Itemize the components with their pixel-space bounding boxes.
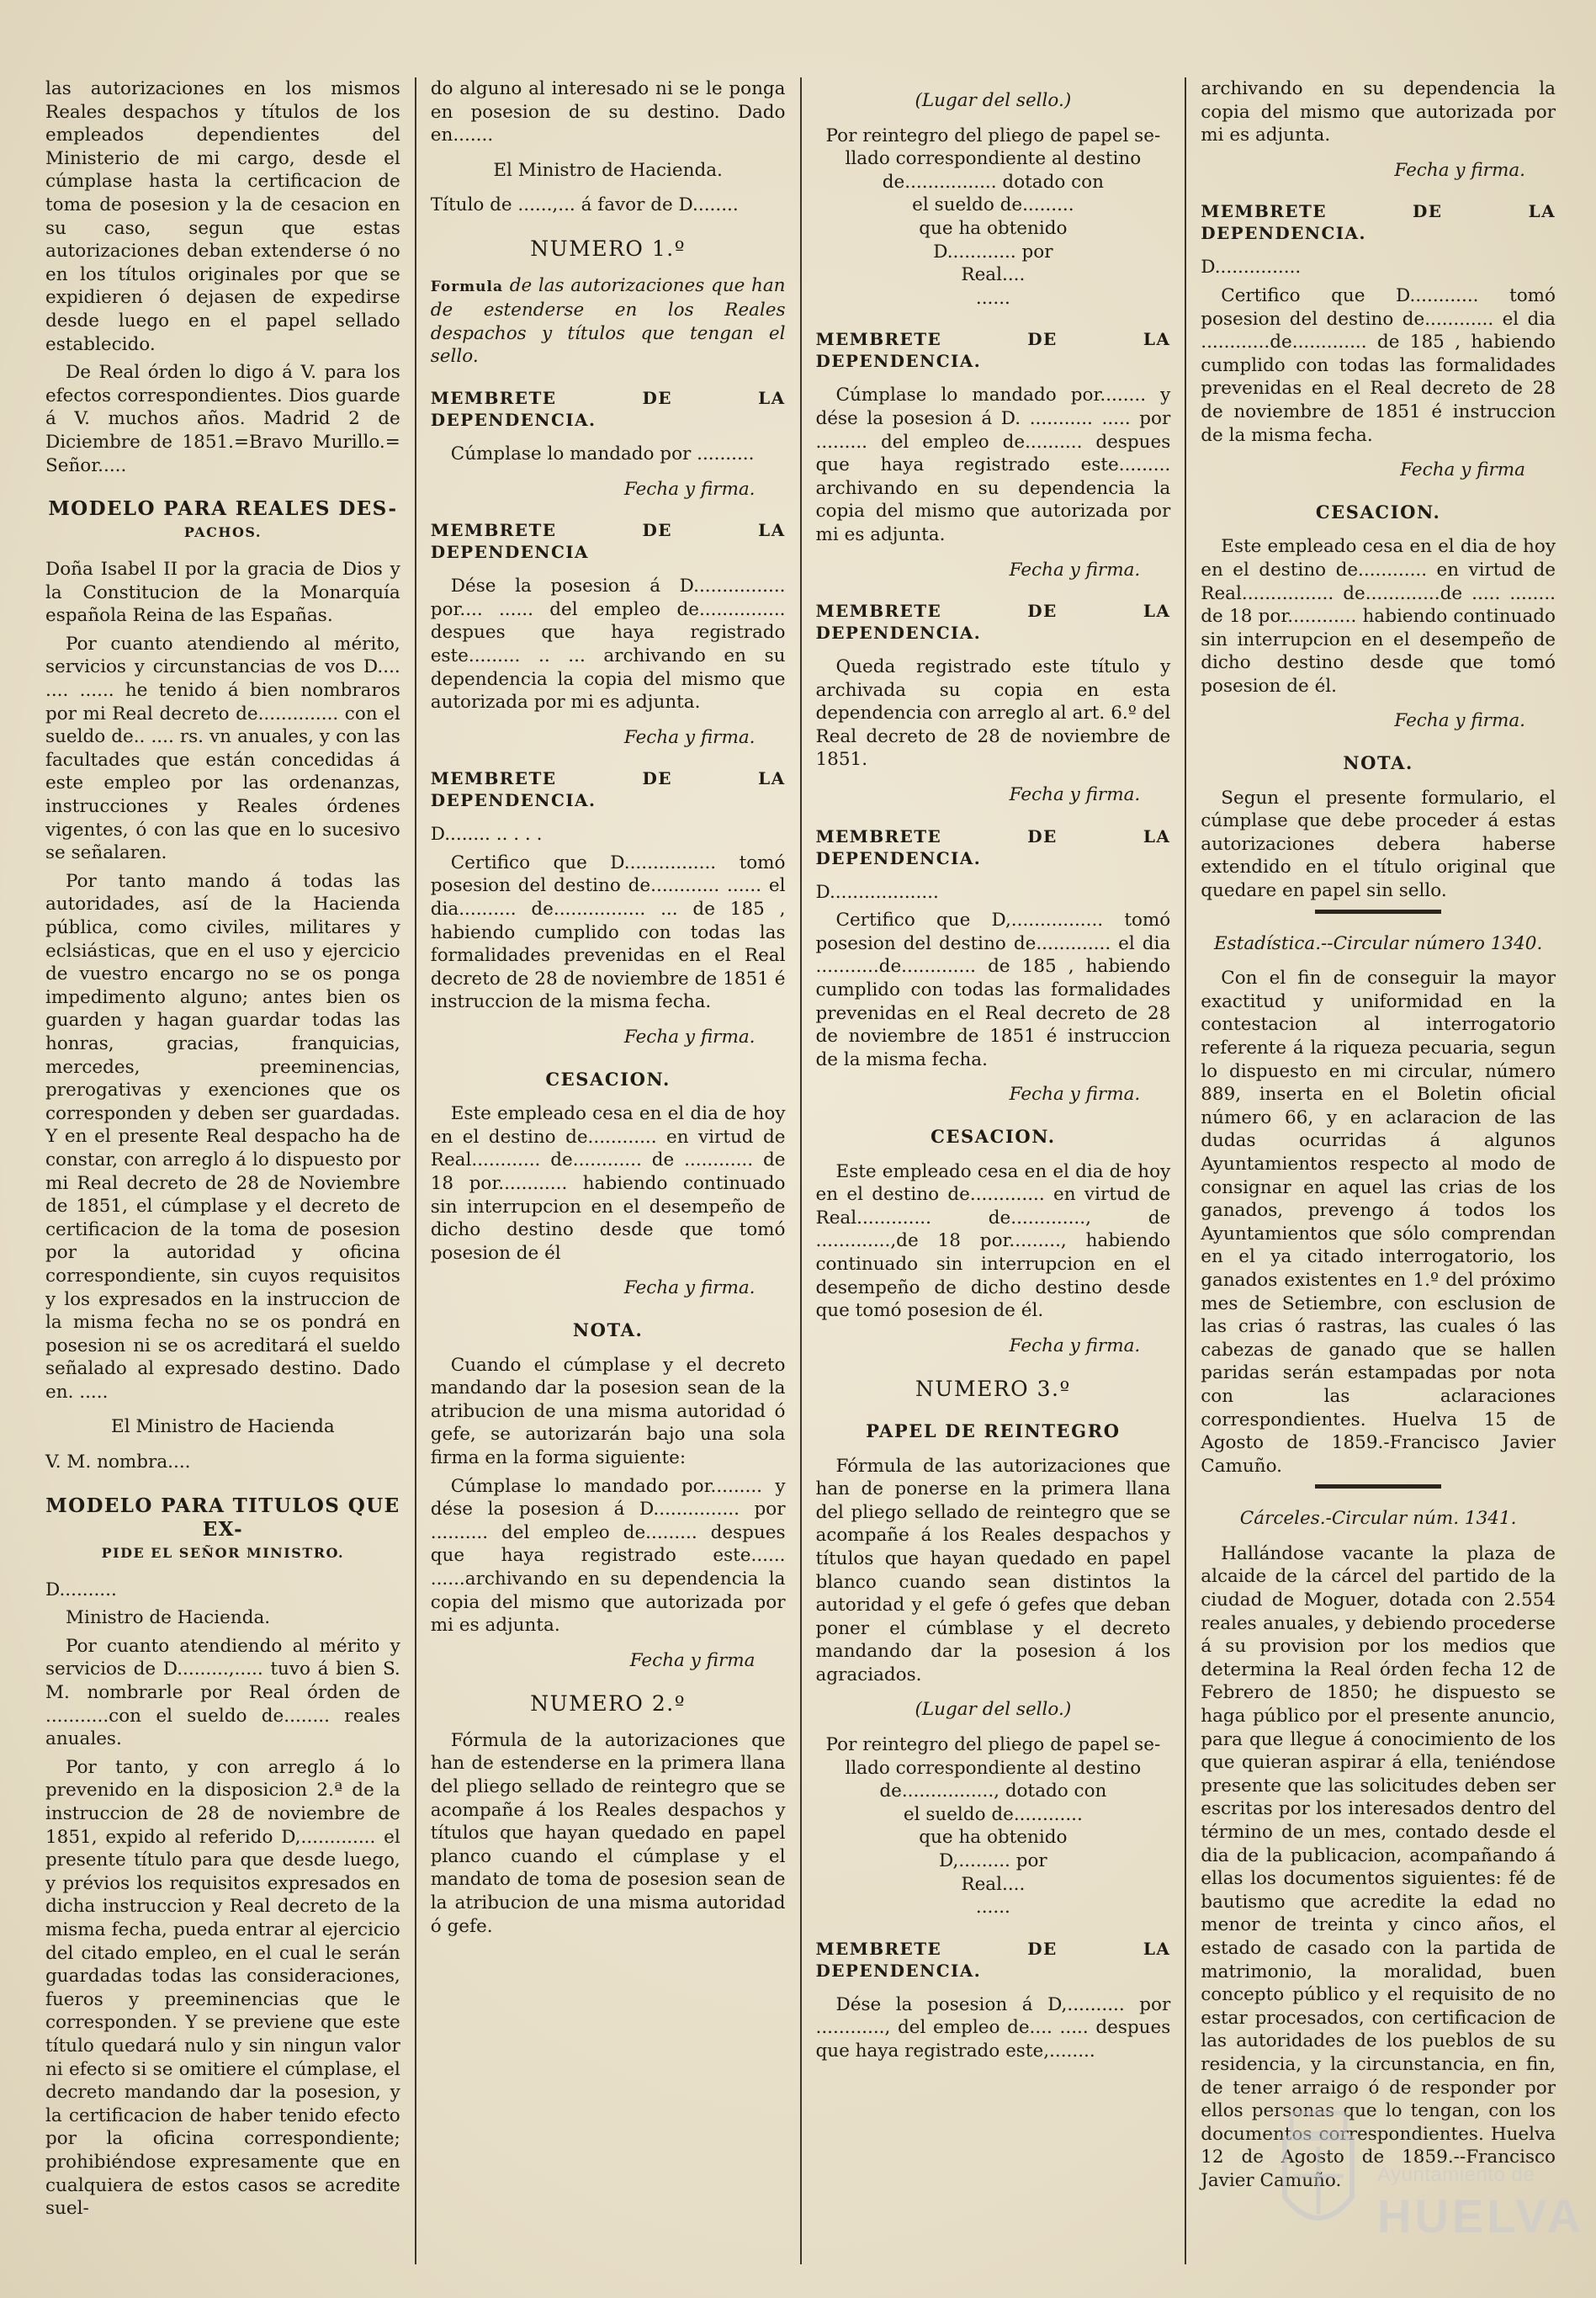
paragraph: Fórmula de las autorizaciones que han de ponerse en la primera llana del pliego sellado de reintegro que se acompañe á los Reales despachos y títulos que hayan quedado en papel blanco cuando sean distintos la autoridad y el gefe ó gefes que deban poner el cúmblase y el decreto mandando dar la posesion á los agraciados. bbox=[815, 1455, 1171, 1685]
heading-membrete: MEMBRETE DE LA DEPENDENCIA. bbox=[1201, 201, 1556, 244]
fecha-firma: Fecha y firma. bbox=[1009, 1084, 1141, 1106]
heading-membrete: MEMBRETE DE LA DEPENDENCIA bbox=[430, 520, 786, 563]
titulo-line: Título de ......,... á favor de D........ bbox=[430, 194, 739, 216]
fecha-firma: Fecha y firma bbox=[629, 1649, 756, 1671]
fecha-firma: Fecha y firma. bbox=[1394, 710, 1525, 732]
heading-membrete: MEMBRETE DE LA DEPENDENCIA. bbox=[815, 1938, 1171, 1981]
fecha-firma: Fecha y firma bbox=[1400, 459, 1525, 481]
ministro-line: Ministro de Hacienda. bbox=[66, 1607, 271, 1629]
paragraph: Hallándose vacante la plaza de alcaide de la cárcel del partido de la ciudad de Moguer, dotada con 2.554 reales anuales, y debiendo procederse á su provision por los medios que determina la Real órden fecha 12 de Febrero de 1850; he dispuesto se haga público por el presente anuncio, para que llegue á conocimiento de los que quieran aspirar á ella, teniéndose presente que las solicitudes deben ser escritas por los interesados dentro del término de un mes, contado desde el dia de la publicacion, acompañando á ellas los documentos siguientes: fé de bautismo que acredite la edad no menor de treinta y cinco años, el estado de casado con la partida de matrimonio, la moralidad, buen concepto público y el requisito de no estar procesados, con certificacion de las autoridades de los pueblos de su residencia, y la circunstancia, en fin, de tener arraigo ó de responder por ellos personas que lo tengan, con los documentos correspondientes. Huelva 12 de Agosto de 1859.--Francisco Javier Camuño. bbox=[1201, 1542, 1556, 2191]
section-rule bbox=[1315, 910, 1441, 914]
fecha-firma: Fecha y firma. bbox=[1394, 159, 1525, 181]
watermark-logo bbox=[1268, 2104, 1584, 2248]
section-rule bbox=[1315, 1484, 1441, 1489]
heading-nota: NOTA. bbox=[572, 1319, 644, 1340]
circular-title-1340: Estadística.--Circular número 1340. bbox=[1213, 932, 1543, 954]
paragraph: Por cuanto atendiendo al mérito, servicios y circunstancias de vos D.... .... ...... he tenido á bien nombraros por mi Real decreto de.............. con el sueldo de.. .... rs. vn anuales, y con las facultades que están concedidas á este empleo por las ordenanzas, instrucciones y Reales órdenes vigentes, ó con las que en lo sucesivo se señalaren. bbox=[45, 633, 400, 864]
d-line: D.......... bbox=[45, 1579, 117, 1600]
heading-numero-1: NUMERO 1.º bbox=[530, 236, 686, 261]
circular-title-1341: Cárceles.-Circular núm. 1341. bbox=[1239, 1508, 1517, 1530]
lugar-sello: (Lugar del sello.) bbox=[915, 1699, 1072, 1721]
column-3 bbox=[800, 77, 1185, 2264]
paragraph: Cuando el cúmplase y el decreto mandando dar la posesion sean de la atribucion de una misma autoridad ó gefe, se autorizarán bajo una sola firma en la forma siguiente: bbox=[430, 1354, 786, 1468]
column-4 bbox=[1185, 77, 1557, 2264]
watermark-text: Ayuntamiento de bbox=[1377, 2163, 1535, 2186]
d-line: D........ .. . . . bbox=[430, 824, 543, 846]
paragraph: Certifico que D,................ tomó posesion del destino de............. el dia ...........de............. de 185 , habiendo cumplido con todas las formalidades prevenidas en el Real decreto de 28 de noviembre de 1851 é instruccion de la misma fecha. bbox=[815, 910, 1171, 1070]
formula-1: Formula de las autorizaciones que han de estenderse en los Reales despachos y títulos que tengan el sello. bbox=[430, 274, 786, 368]
heading-modelo-titulos: MODELO PARA TITULOS QUE EX- PIDE EL SEÑOR MINISTRO. bbox=[45, 1494, 400, 1561]
heading-membrete: MEMBRETE DE LA DEPENDENCIA. bbox=[815, 329, 1171, 372]
paragraph: Por tanto, y con arreglo á lo prevenido en la disposicion 2.ª de la instruccion de 28 de noviembre de 1851, expido al referido D,............. el presente título para que desde luego, y prévios los requisitos expresados en dicha instruccion y Real decreto de la misma fecha, pueda entrar al ejercicio del citado empleo, en el cual le serán guardadas todas las consideraciones, fueros y preeminencias que le corresponden. Y se previene que este título quedará nulo y sin ningun valor ni efecto si se omitiere el cúmplase, el decreto mandando dar la posesion, y la certificacion de haber tenido efecto por la oficina correspondiente; prohibiéndose expresamente que en cualquiera de estos casos se acredite suel- bbox=[45, 1756, 400, 2220]
fecha-firma: Fecha y firma. bbox=[623, 726, 756, 748]
fecha-firma: Fecha y firma. bbox=[623, 478, 756, 500]
heading-numero-3: NUMERO 3.º bbox=[915, 1377, 1071, 1402]
paragraph: Este empleado cesa en el dia de hoy en el destino de............. en virtud de Real............. de............., de .............,de 18 por........., habiendo continuado sin interrupcion en el desempeño de dicho destino desde que tomó posesion de él. bbox=[815, 1160, 1171, 1322]
heading-cesacion: CESACION. bbox=[1315, 501, 1441, 523]
columns bbox=[44, 77, 1557, 2264]
paragraph: Doña Isabel II por la gracia de Dios y la Constitucion de la Monarquía española Reina de las Españas. bbox=[45, 559, 400, 627]
heading-cesacion: CESACION. bbox=[545, 1068, 671, 1090]
watermark-title: HUELVA bbox=[1377, 2189, 1584, 2242]
paragraph: archivando en su dependencia la copia del mismo que autorizada por mi es adjunta. bbox=[1201, 78, 1556, 146]
signature-ministro: El Ministro de Hacienda. bbox=[493, 159, 723, 181]
paragraph: De Real órden lo digo á V. para los efectos correspondientes. Dios guarde á V. muchos años. Madrid 2 de Diciembre de 1851.=Bravo Murillo.= Señor..... bbox=[45, 362, 400, 476]
heading-numero-2: NUMERO 2.º bbox=[530, 1691, 686, 1717]
lugar-sello: (Lugar del sello.) bbox=[915, 90, 1072, 111]
paragraph: Cúmplase lo mandado por......... y dése la posesion á D............... por .......... del empleo de......... despues que haya registrado este...... ......archivando en su dependencia la copia del mismo que autorizada por mi es adjunta. bbox=[430, 1475, 786, 1637]
paragraph: Queda registrado este título y archivada su copia en esta dependencia con arreglo al art. 6.º del Real decreto de 28 de noviembre de 1851. bbox=[815, 656, 1171, 771]
reintegro-block-1: Por reintegro del pliego de papel se- llado correspondiente al destino de................ dotado con el sueldo de......... que ha obtenido D............ por Real.... ...... bbox=[825, 125, 1161, 309]
crest-icon bbox=[1268, 2104, 1369, 2248]
heading-membrete: MEMBRETE DE LA DEPENDENCIA. bbox=[815, 825, 1171, 868]
paragraph: Certifico que D............ tomó posesion del destino de............ el dia ............de............. de 185 , habiendo cumplido con todas las formalidades prevenidas en el Real decreto de 28 de noviembre de 1851 é instruccion de la misma fecha. bbox=[1201, 284, 1556, 446]
paragraph: Cúmplase lo mandado por .......... bbox=[450, 443, 755, 464]
d-line: D............... bbox=[1201, 257, 1302, 279]
fecha-firma: Fecha y firma. bbox=[1009, 559, 1141, 581]
paragraph: Por cuanto atendiendo al mérito y servicios de D.........,..... tuvo á bien S. M. nombrarle por Real órden de ...........con el sueldo de........ reales anuales. bbox=[45, 1635, 400, 1750]
heading-nota: NOTA. bbox=[1343, 752, 1413, 774]
paragraph: Fórmula de la autorizaciones que han de estenderse en la primera llana del pliego sellado de reintegro que se acompañe á los Reales despachos y títulos que hayan quedado en papel planco cuando el cúmplase y el mandato de toma de posesion sean de la atribucion de una misma autoridad ó gefe. bbox=[430, 1729, 786, 1937]
heading-membrete: MEMBRETE DE LA DEPENDENCIA. bbox=[815, 601, 1171, 644]
heading-cesacion: CESACION. bbox=[931, 1126, 1056, 1147]
paragraph: Cúmplase lo mandado por........ y dése la posesion á D. ........... ..... por ......... del empleo de.......... despues que haya registrado este......... archivando en su dependencia la copia del mismo que autorizada por mi es adjunta. bbox=[815, 385, 1171, 545]
paragraph: do alguno al interesado ni se le ponga en posesion de su destino. Dado en....... bbox=[430, 78, 786, 146]
paragraph: Dése la posesion á D,.......... por ............, del empleo de.... ..... despues que haya registrado este,........ bbox=[815, 1993, 1171, 2062]
heading-modelo-reales: MODELO PARA REALES DES- PACHOS. bbox=[48, 497, 398, 541]
paragraph: Por tanto mando á todas las autoridades, así de la Hacienda pública, como civiles, militares y eclsiásticas, que en el uso y ejercicio de vuestro encargo no se os ponga impedimento alguno; antes bien os guarden y hagan guardar todas las honras, gracias, franquicias, mercedes, preeminencias, prerogativas y exenciones que os corresponden y deben ser guardadas. Y en el presente Real despacho ha de constar, con arreglo á lo dispuesto por mi Real decreto de 28 de Noviembre de 1851, el cúmplase y el decreto de certificacion de la toma de posesion por la autoridad y oficina correspondiente, sin cuyos requisitos y los expresados en la instruccion de la misma fecha no se os pondrá en posesion ni se os acreditará el sueldo señalado al expresado destino. Dado en. ..... bbox=[45, 870, 400, 1403]
paragraph: Este empleado cesa en el dia de hoy en el destino de............ en virtud de Real................ de.............de ..... ........ de 18 por............ habiendo continuado sin interrupcion en el desempeño de dicho destino desde que tomó posesion de él. bbox=[1201, 536, 1556, 697]
fecha-firma: Fecha y firma. bbox=[1009, 784, 1141, 806]
paragraph: Con el fin de conseguir la mayor exactitud y uniformidad en la contestacion al interrogatorio referente á la riqueza pecuaria, segun lo dispuesto en mi circular, número 889, inserta en el Boletin oficial número 66, y en aclaracion de las dudas ocurridas á algunos Ayuntamientos respecto al modo de consignar en aquel las crias de los ganados, prevengo á todos los Ayuntamientos que sólo comprendan en el ya citado interrogatorio, los ganados existentes en 1.º del próximo mes de Setiembre, con esclusion de las crias ó rastras, las cuales ó las cabezas de ganado que se hallen paridas serán estampadas por nota con las aclaraciones correspondientes. Huelva 15 de Agosto de 1859.-Francisco Javier Camuño. bbox=[1201, 968, 1556, 1477]
heading-papel-reintegro: PAPEL DE REINTEGRO bbox=[866, 1420, 1121, 1441]
d-line: D................... bbox=[815, 881, 939, 903]
reintegro-block-2: Por reintegro del pliego de papel se- llado correspondiente al destino de................, dotado con el sueldo de............ que ha obtenido D,......... por Real.... ...... bbox=[825, 1734, 1161, 1919]
vm-line: V. M. nombra.... bbox=[45, 1452, 191, 1473]
paragraph: Este empleado cesa en el dia de hoy en el destino de............ en virtud de Real............ de............ de ............ de 18 por............ habiendo continuado sin interrupcion en el desempeño de dicho destino desde que tomó posesion de él bbox=[430, 1103, 786, 1264]
heading-membrete: MEMBRETE DE LA DEPENDENCIA. bbox=[430, 387, 786, 430]
column-1 bbox=[44, 77, 415, 2264]
signature-ministro: El Ministro de Hacienda bbox=[111, 1416, 335, 1438]
column-2 bbox=[415, 77, 800, 2264]
paragraph: Certifico que D................ tomó posesion del destino de............ ...... el dia.......... de................ ... de 185 , habiendo cumplido con todas las formalidades prevenidas en el Real decreto de 28 de noviembre de 1851 é instruccion de la misma fecha. bbox=[430, 852, 786, 1013]
fecha-firma: Fecha y firma. bbox=[1009, 1335, 1141, 1356]
heading-membrete: MEMBRETE DE LA DEPENDENCIA. bbox=[430, 768, 786, 811]
paragraph: Dése la posesion á D................ por.... ...... del empleo de............... despues que haya registrado este......... .. ... archivando en su dependencia la copia del mismo que autorizada por mi es adjunta. bbox=[430, 576, 786, 714]
paragraph: las autorizaciones en los mismos Reales despachos y títulos de los empleados dependientes del Ministerio de mi cargo, desde el cúmplase hasta la certificacion de toma de posesion y la de cesacion en su caso, segun que estas autorizaciones deban extenderse ó no en los títulos originales por que se expidieren ó dejasen de expedirse desde luego en el papel sellado establecido. bbox=[45, 78, 400, 355]
fecha-firma: Fecha y firma. bbox=[623, 1277, 756, 1299]
fecha-firma: Fecha y firma. bbox=[623, 1027, 756, 1048]
paragraph: Segun el presente formulario, el cúmplase que debe proceder á estas autorizaciones debera haberse extendido en el título original que quedare en papel sin sello. bbox=[1201, 787, 1556, 902]
